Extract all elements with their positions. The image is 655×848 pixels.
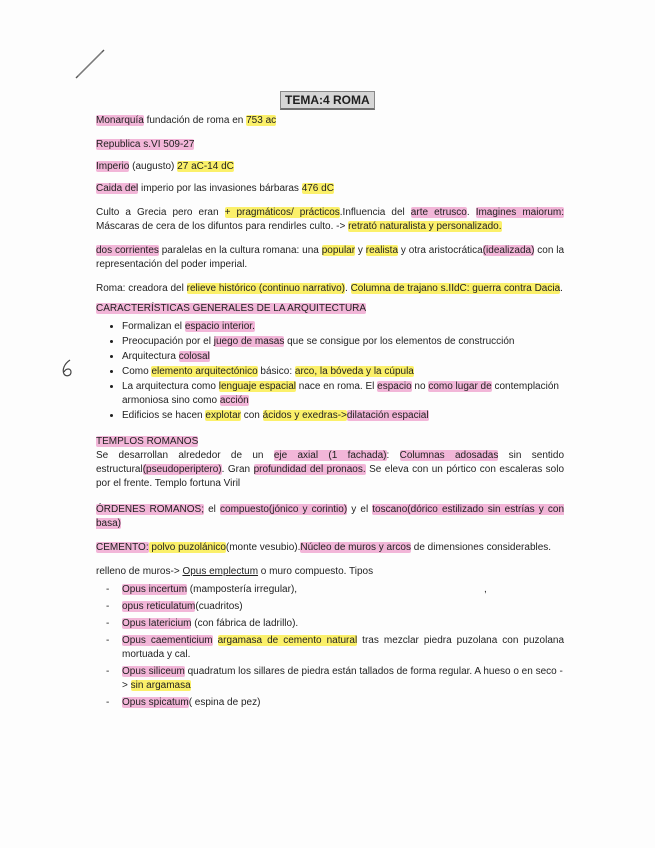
list-item: • Edificios se hacen explotar con ácidos y exedras->dilatación espacial [122, 409, 564, 423]
line-caida: Caida del imperio por las invasiones bárbaras 476 dC [96, 183, 334, 194]
list-item: • Como elemento arquitectónico básico: arco, la bóveda y la cúpula [122, 365, 564, 379]
notes-content [96, 114, 564, 713]
title-block [280, 91, 375, 110]
heading-templos: TEMPLOS ROMANOS [96, 436, 199, 447]
list-item: - Opus incertum (mampostería irregular), [122, 583, 564, 597]
paragraph-roma: Roma: creadora del relieve histórico (continuo narrativo). Columna de trajano s.IIdC: guerra contra Dacia. [96, 283, 563, 294]
line-relleno: relleno de muros-> Opus emplectum o muro compuesto. Tipos [96, 566, 374, 577]
page-title: TEMA:4 ROMA [280, 91, 375, 110]
paragraph-cemento: CEMENTO: polvo puzolánico(monte vesubio).Núcleo de muros y arcos de dimensiones considerables. [96, 542, 552, 553]
pen-stroke-mark [72, 46, 108, 82]
paragraph-corrientes: dos corrientes paralelas en la cultura romana: una popular y realista y otra aristocrática(idealizada) con la representación del poder imperial. [96, 245, 565, 270]
paragraph-ordenes: ÓRDENES ROMANOS; el compuesto(jónico y corintio) y el toscano(dórico estilizado sin estrías y con basa) [96, 504, 565, 529]
line-imperio: Imperio (augusto) 27 aC-14 dC [96, 161, 234, 172]
stray-mark: , [484, 584, 487, 595]
opus-list [96, 583, 564, 710]
heading-caracteristicas: CARACTERÍSTICAS GENERALES DE LA ARQUITECTURA [96, 303, 367, 314]
list-item: • Formalizan el espacio interior. [122, 320, 564, 334]
caracteristicas-list [96, 320, 564, 423]
line-republica: Republica s.VI 509-27 [96, 139, 195, 150]
list-item: - Opus spicatum( espina de pez) [122, 696, 564, 710]
list-item: • La arquitectura como lenguaje espacial nace en roma. El espacio no como lugar de contemplación armoniosa sino como acción [122, 380, 564, 408]
line-monarquia: Monarquía fundación de roma en 753 ac [96, 115, 277, 126]
paragraph-templos: Se desarrollan alrededor de un eje axial (1 fachada): Columnas adosadas sin sentido estructural(pseudoperiptero). Gran profundidad del pronaos. Se eleva con un pórtico con escaleras solo por el frente. Templo fortuna Viril [96, 450, 565, 489]
list-item: - Opus latericium (con fábrica de ladrillo). [122, 617, 564, 631]
list-item: • Preocupación por el juego de masas que se consigue por los elementos de construcción [122, 335, 564, 349]
list-item: - Opus siliceum quadratum los sillares de piedra están tallados de forma regular. A hueso o en seco -> sin argamasa [122, 665, 564, 693]
list-item: • Arquitectura colosal [122, 350, 564, 364]
list-item: - opus reticulatum(cuadritos) [122, 600, 564, 614]
paragraph-culto: Culto a Grecia pero eran + pragmáticos/ prácticos.Influencia del arte etrusco. Imagines maiorum: Máscaras de cera de los difuntos para rendirles culto. -> retrató naturalista y personalizado. [96, 207, 564, 232]
list-item: - Opus caementicium argamasa de cemento natural tras mezclar piedra puzolana con puzolana mortuada y cal. [122, 634, 564, 662]
